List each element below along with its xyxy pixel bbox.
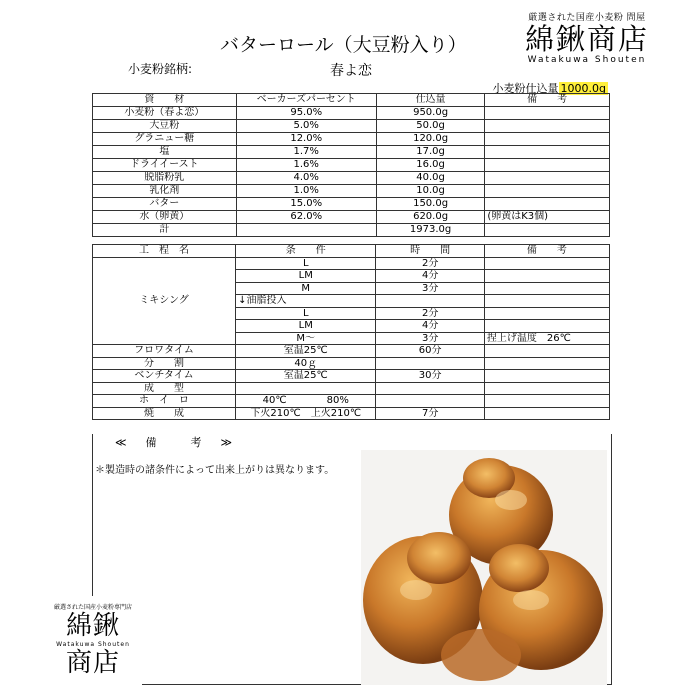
table-row <box>93 357 610 370</box>
ingredient-amount: 10.0g <box>376 185 485 198</box>
ingredient-percent: 1.0% <box>236 185 376 198</box>
ingredient-percent: 95.0% <box>236 107 376 120</box>
ingredient-note <box>485 224 610 237</box>
process-note <box>484 257 609 270</box>
remarks-note: ＊製造時の諸条件によって出来上がりは異なります。 <box>95 465 335 476</box>
logo-tagline: 厳選された国産小麦粉 問屋 <box>528 13 646 23</box>
ingredient-amount: 120.0g <box>376 133 485 146</box>
table-header-row <box>93 94 610 107</box>
logo-name: 綿鍬商店 <box>524 22 649 56</box>
process-time: 3分 <box>376 332 484 345</box>
process-name: 分 割 <box>93 357 236 370</box>
ingredients-table <box>92 93 610 237</box>
process-condition: 40℃ 80% <box>236 395 376 408</box>
header-cell: 時 間 <box>376 245 484 258</box>
ingredient-amount: 40.0g <box>376 172 485 185</box>
process-time <box>376 295 484 308</box>
table-row <box>93 133 610 146</box>
ingredient-percent: 12.0% <box>236 133 376 146</box>
process-time: 4分 <box>376 320 484 333</box>
table-row <box>93 257 610 270</box>
table-row <box>93 146 610 159</box>
table-row <box>93 382 610 395</box>
shop-logo-bottom <box>44 596 142 688</box>
process-name: ベンチタイム <box>93 370 236 383</box>
process-name: 成 型 <box>93 382 236 395</box>
ingredient-note <box>485 185 610 198</box>
logo-romaji: Watakuwa Shouten <box>527 55 647 65</box>
table-row <box>93 407 610 420</box>
ingredient-percent: 4.0% <box>236 172 376 185</box>
ingredient-amount: 16.0g <box>376 159 485 172</box>
logo-tagline: 厳選された国産小麦粉専門店 <box>53 604 132 611</box>
ingredient-name: 小麦粉（春よ恋） <box>93 107 237 120</box>
header-cell: 条 件 <box>236 245 376 258</box>
ingredient-note <box>485 107 610 120</box>
process-condition: LM <box>236 270 376 283</box>
flour-amount-value: 1000.0g <box>560 82 606 95</box>
process-time: 30分 <box>376 370 484 383</box>
process-time: 3分 <box>376 282 484 295</box>
process-name: ホ イ ロ <box>93 395 236 408</box>
ingredient-name: 計 <box>93 224 237 237</box>
table-row <box>93 345 610 358</box>
ingredient-percent: 1.6% <box>236 159 376 172</box>
process-note <box>484 320 609 333</box>
process-note <box>484 395 609 408</box>
process-note <box>484 382 609 395</box>
process-condition: 室温25℃ <box>236 345 376 358</box>
ingredient-amount: 950.0g <box>376 107 485 120</box>
ingredient-name: バター <box>93 198 237 211</box>
table-row <box>93 395 610 408</box>
ingredient-amount: 50.0g <box>376 120 485 133</box>
table-row <box>93 370 610 383</box>
table-row-total <box>93 224 610 237</box>
process-time: 4分 <box>376 270 484 283</box>
header-cell: 資 材 <box>93 94 237 107</box>
process-note <box>484 357 609 370</box>
header-cell: 工 程 名 <box>93 245 236 258</box>
process-condition: L <box>236 307 376 320</box>
process-note <box>484 295 609 308</box>
process-note: 捏上げ温度 26℃ <box>484 332 609 345</box>
process-name: ミキシング <box>93 257 236 345</box>
ingredient-name: 脱脂粉乳 <box>93 172 237 185</box>
process-note <box>484 282 609 295</box>
process-time: 60分 <box>376 345 484 358</box>
header-cell: ベーカーズパーセント <box>236 94 376 107</box>
flour-brand-label: 小麦粉銘柄: <box>128 62 193 76</box>
ingredient-note <box>485 172 610 185</box>
flour-brand-value: 春よ恋 <box>330 63 372 79</box>
process-condition: M <box>236 282 376 295</box>
table-row <box>93 198 610 211</box>
ingredient-note <box>485 133 610 146</box>
process-time: 2分 <box>376 307 484 320</box>
butter-roll-image <box>361 450 607 685</box>
process-condition: ↓油脂投入 <box>236 295 376 308</box>
ingredient-note <box>485 198 610 211</box>
ingredient-name: 塩 <box>93 146 237 159</box>
page-title: バターロール（大豆粉入り） <box>220 34 467 56</box>
ingredient-percent: 5.0% <box>236 120 376 133</box>
process-condition: LM <box>236 320 376 333</box>
process-note <box>484 370 609 383</box>
process-time: 2分 <box>376 257 484 270</box>
logo-name-line2: 商店 <box>65 648 120 678</box>
process-condition: 下火210℃ 上火210℃ <box>236 407 376 420</box>
process-note <box>484 407 609 420</box>
process-time: 7分 <box>376 407 484 420</box>
header-cell: 備 考 <box>484 245 609 258</box>
process-name: フロワタイム <box>93 345 236 358</box>
ingredient-name: グラニュー糖 <box>93 133 237 146</box>
process-note <box>484 345 609 358</box>
ingredient-note <box>485 146 610 159</box>
bread-photo <box>361 450 607 685</box>
process-time <box>376 395 484 408</box>
header-cell: 仕込量 <box>376 94 485 107</box>
ingredient-amount: 620.0g <box>376 211 485 224</box>
process-time <box>376 357 484 370</box>
table-row <box>93 107 610 120</box>
table-row <box>93 120 610 133</box>
ingredient-name: ドライイースト <box>93 159 237 172</box>
ingredient-amount: 1973.0g <box>376 224 485 237</box>
flour-amount-label: 小麦粉仕込量 <box>492 82 559 95</box>
ingredient-amount: 17.0g <box>376 146 485 159</box>
process-condition: 室温25℃ <box>236 370 376 383</box>
table-row <box>93 185 610 198</box>
process-condition: 40ｇ <box>236 357 376 370</box>
ingredient-note: (卵黄はK3個) <box>485 211 610 224</box>
process-condition <box>236 382 376 395</box>
process-time <box>376 382 484 395</box>
ingredient-percent: 62.0% <box>236 211 376 224</box>
ingredient-percent <box>236 224 376 237</box>
process-table <box>92 244 610 420</box>
process-note <box>484 307 609 320</box>
process-condition: L <box>236 257 376 270</box>
header-cell: 備 考 <box>485 94 610 107</box>
process-condition: M～ <box>236 332 376 345</box>
ingredient-note <box>485 120 610 133</box>
process-name: 焼 成 <box>93 407 236 420</box>
ingredient-name: 大豆粉 <box>93 120 237 133</box>
ingredient-name: 水（卵黄） <box>93 211 237 224</box>
table-row <box>93 211 610 224</box>
logo-romaji: Watakuwa Shouten <box>56 641 130 648</box>
table-header-row <box>93 245 610 258</box>
ingredient-amount: 150.0g <box>376 198 485 211</box>
ingredient-name: 乳化剤 <box>93 185 237 198</box>
process-note <box>484 270 609 283</box>
ingredient-percent: 15.0% <box>236 198 376 211</box>
logo-name-line1: 綿鍬 <box>65 611 120 641</box>
remarks-title: ≪ 備 考 ≫ <box>115 436 237 449</box>
ingredient-percent: 1.7% <box>236 146 376 159</box>
table-row <box>93 159 610 172</box>
table-row <box>93 172 610 185</box>
shop-logo-top <box>512 10 662 65</box>
ingredient-note <box>485 159 610 172</box>
